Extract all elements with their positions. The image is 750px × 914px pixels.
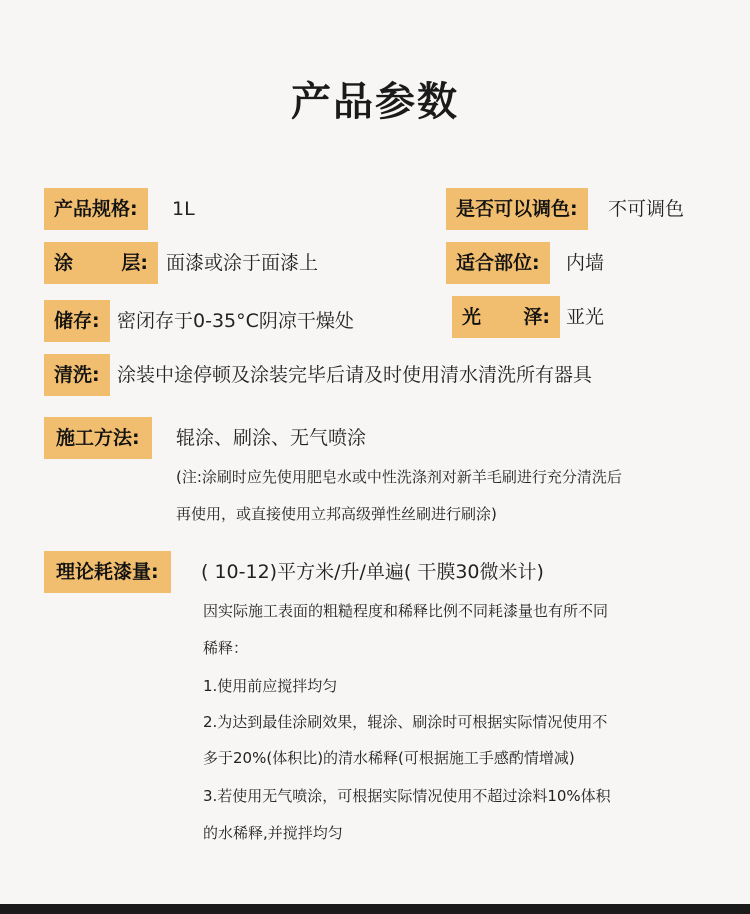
spec-value-guangze: 亚光 xyxy=(566,306,605,328)
spec-label-tiaose: 是否可以调色: xyxy=(446,188,588,230)
spec-value-tiaose: 不可调色 xyxy=(608,198,685,220)
method-value: 辊涂、刷涂、无气喷涂 xyxy=(176,427,367,449)
consumption-line-4: 2.为达到最佳涂刷效果，辊涂、刷涂时可根据实际情况使用不 xyxy=(203,713,608,731)
spec-label-chucun: 储存: xyxy=(44,300,110,342)
bottom-divider xyxy=(0,904,750,914)
consumption-line-7: 的水稀释,并搅拌均匀 xyxy=(203,824,343,842)
consumption-line-6: 3.若使用无气喷涂，可根据实际情况使用不超过涂料10%体积 xyxy=(203,787,611,805)
spec-label-tuceng-a: 涂 xyxy=(54,252,74,274)
spec-value-qingxi: 涂装中途停顿及涂装完毕后请及时使用清水清洗所有器具 xyxy=(117,364,593,386)
spec-label-tuceng xyxy=(44,242,158,284)
spec-value-guige: 1L xyxy=(172,198,195,220)
spec-label-buwei: 适合部位: xyxy=(446,242,550,284)
consumption-value: ( 10-12)平方米/升/单遍( 干膜30微米计) xyxy=(201,561,544,583)
method-note-line-2: 再使用，或直接使用立邦高级弹性丝刷进行刷涂) xyxy=(176,505,497,523)
consumption-line-1: 因实际施工表面的粗糙程度和稀释比例不同耗漆量也有所不同 xyxy=(203,602,609,620)
method-label: 施工方法: xyxy=(44,417,152,459)
method-note-line-1: (注:涂刷时应先使用肥皂水或中性洗涤剂对新羊毛刷进行充分清洗后 xyxy=(176,468,622,486)
spec-value-tuceng: 面漆或涂于面漆上 xyxy=(166,252,319,274)
spec-label-qingxi: 清洗: xyxy=(44,354,110,396)
spec-label-guangze-b: 泽: xyxy=(523,306,550,328)
spec-label-guangze xyxy=(452,296,560,338)
consumption-label: 理论耗漆量: xyxy=(44,551,171,593)
spec-value-chucun: 密闭存于0-35°C阴凉干燥处 xyxy=(117,310,354,332)
spec-label-guangze-a: 光 xyxy=(462,306,482,328)
consumption-line-5: 多于20%(体积比)的清水稀释(可根据施工手感酌情增减) xyxy=(203,749,575,767)
page-title: 产品参数 xyxy=(291,79,459,125)
consumption-line-2: 稀释： xyxy=(203,639,249,657)
consumption-line-3: 1.使用前应搅拌均匀 xyxy=(203,677,338,695)
spec-label-tuceng-b: 层: xyxy=(121,252,148,274)
spec-value-buwei: 内墙 xyxy=(566,252,605,274)
spec-label-guige: 产品规格: xyxy=(44,188,148,230)
